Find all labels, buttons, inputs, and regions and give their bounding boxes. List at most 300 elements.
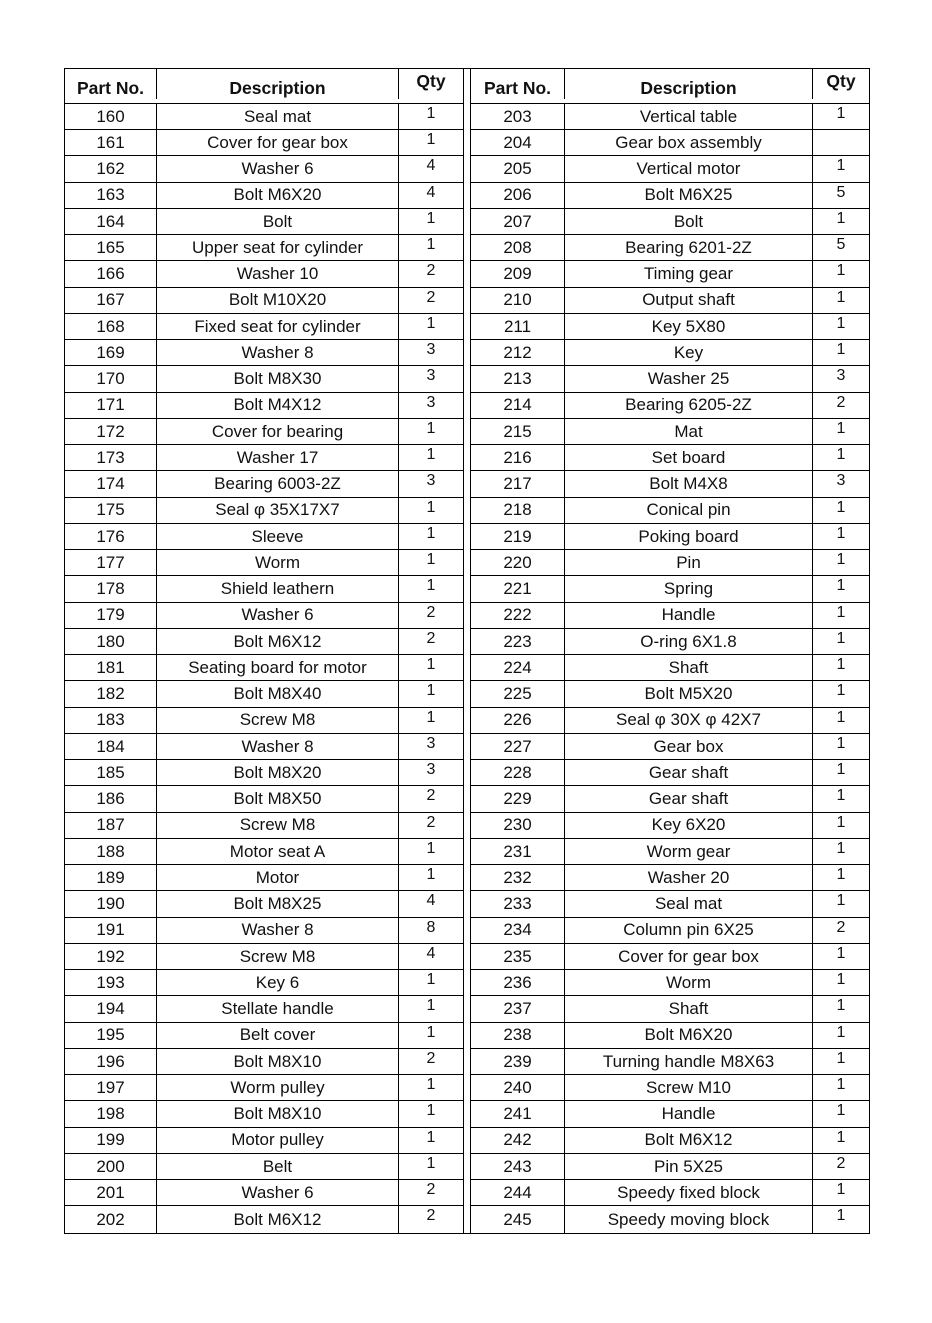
part-number-cell: 210: [471, 288, 565, 313]
table-row: [471, 1049, 869, 1075]
table-row: [471, 944, 869, 970]
qty-cell: 3: [426, 761, 436, 779]
part-number-cell: 185: [65, 760, 157, 785]
description-cell: Mat: [565, 419, 813, 444]
qty-cell: 1: [426, 708, 436, 726]
part-number-cell: 186: [65, 786, 157, 811]
part-number-cell: 205: [471, 156, 565, 181]
table-row: [65, 393, 463, 419]
part-number-cell: 200: [65, 1154, 157, 1179]
part-number-cell: 189: [65, 865, 157, 890]
qty-cell: 1: [426, 314, 436, 332]
description-cell: Bolt: [565, 209, 813, 234]
qty-cell: 1: [836, 787, 846, 805]
qty-cell: 1: [836, 997, 846, 1015]
description-cell: Bolt M8X20: [157, 760, 399, 785]
table-row: [471, 393, 869, 419]
description-cell: Bolt M8X10: [157, 1049, 399, 1074]
part-number-cell: 178: [65, 576, 157, 601]
table-row: [65, 865, 463, 891]
header-qty: Qty: [416, 71, 446, 91]
table-row: [65, 261, 463, 287]
description-cell: Bearing 6205-2Z: [565, 393, 813, 418]
part-number-cell: 230: [471, 813, 565, 838]
description-cell: Turning handle M8X63: [565, 1049, 813, 1074]
part-number-cell: 214: [471, 393, 565, 418]
table-row: [471, 813, 869, 839]
qty-cell: 1: [836, 629, 846, 647]
part-number-cell: 238: [471, 1023, 565, 1048]
table-row: [65, 471, 463, 497]
table-row: [471, 1206, 869, 1232]
table-row: [471, 550, 869, 576]
qty-cell: 1: [426, 1023, 436, 1041]
qty-cell: 2: [426, 288, 436, 306]
part-number-cell: 196: [65, 1049, 157, 1074]
header-description: Description: [157, 69, 399, 99]
description-cell: Sleeve: [157, 524, 399, 549]
description-cell: Key 5X80: [565, 314, 813, 339]
table-row: [471, 209, 869, 235]
description-cell: Handle: [565, 1101, 813, 1126]
description-cell: Washer 8: [157, 918, 399, 943]
table-row: [471, 839, 869, 865]
part-number-cell: 198: [65, 1101, 157, 1126]
description-cell: Worm gear: [565, 839, 813, 864]
part-number-cell: 231: [471, 839, 565, 864]
part-number-cell: 208: [471, 235, 565, 260]
part-number-cell: 169: [65, 340, 157, 365]
description-cell: Set board: [565, 445, 813, 470]
part-number-cell: 217: [471, 471, 565, 496]
qty-cell: 2: [836, 1154, 846, 1172]
description-cell: Shaft: [565, 655, 813, 680]
qty-cell: 1: [836, 524, 846, 542]
table-row: [65, 603, 463, 629]
table-row: [65, 629, 463, 655]
qty-cell: 1: [426, 131, 436, 149]
description-cell: Bolt M6X12: [157, 1206, 399, 1232]
part-number-cell: 179: [65, 603, 157, 628]
description-cell: Washer 10: [157, 261, 399, 286]
part-number-cell: 176: [65, 524, 157, 549]
description-cell: Bolt: [157, 209, 399, 234]
part-number-cell: 197: [65, 1075, 157, 1100]
qty-cell: 1: [426, 997, 436, 1015]
table-row: [471, 629, 869, 655]
description-cell: Worm: [157, 550, 399, 575]
part-number-cell: 195: [65, 1023, 157, 1048]
header-part-no: Part No.: [471, 69, 565, 99]
qty-cell: 2: [426, 262, 436, 280]
part-number-cell: 175: [65, 498, 157, 523]
part-number-cell: 206: [471, 183, 565, 208]
parts-table-left: [65, 69, 463, 1233]
qty-cell: 3: [426, 734, 436, 752]
description-cell: Bolt M4X8: [565, 471, 813, 496]
description-cell: Washer 8: [157, 734, 399, 759]
qty-cell: 1: [836, 157, 846, 175]
part-number-cell: 225: [471, 681, 565, 706]
part-number-cell: 174: [65, 471, 157, 496]
table-row: [471, 524, 869, 550]
qty-cell: 2: [426, 1181, 436, 1199]
qty-cell: 1: [836, 104, 846, 122]
description-cell: Seating board for motor: [157, 655, 399, 680]
part-number-cell: 177: [65, 550, 157, 575]
table-row: [65, 918, 463, 944]
qty-cell: 1: [836, 341, 846, 359]
table-row: [65, 681, 463, 707]
part-number-cell: 170: [65, 366, 157, 391]
table-row: [471, 996, 869, 1022]
table-row: [65, 1206, 463, 1232]
qty-cell: 1: [426, 839, 436, 857]
qty-cell: 3: [836, 472, 846, 490]
qty-cell: 1: [426, 551, 436, 569]
table-row: [471, 786, 869, 812]
qty-cell: 1: [836, 603, 846, 621]
qty-cell: 1: [836, 866, 846, 884]
table-row: [65, 288, 463, 314]
part-number-cell: 234: [471, 918, 565, 943]
table-row: [471, 366, 869, 392]
qty-cell: 1: [836, 944, 846, 962]
table-row: [471, 891, 869, 917]
qty-cell: 1: [836, 971, 846, 989]
description-cell: Bolt M8X30: [157, 366, 399, 391]
description-cell: Speedy moving block: [565, 1206, 813, 1232]
description-cell: Washer 20: [565, 865, 813, 890]
description-cell: Bolt M6X20: [157, 183, 399, 208]
part-number-cell: 171: [65, 393, 157, 418]
qty-cell: 1: [836, 209, 846, 227]
qty-cell: 1: [426, 446, 436, 464]
description-cell: Motor seat A: [157, 839, 399, 864]
table-row: [65, 156, 463, 182]
table-row: [471, 1180, 869, 1206]
table-row: [65, 366, 463, 392]
part-number-cell: 245: [471, 1206, 565, 1232]
description-cell: Bolt M5X20: [565, 681, 813, 706]
part-number-cell: 227: [471, 734, 565, 759]
description-cell: Belt: [157, 1154, 399, 1179]
table-row: [471, 970, 869, 996]
description-cell: Pin: [565, 550, 813, 575]
table-row: [65, 1049, 463, 1075]
part-number-cell: 224: [471, 655, 565, 680]
description-cell: Bolt M6X20: [565, 1023, 813, 1048]
qty-cell: 1: [836, 813, 846, 831]
qty-cell: 1: [426, 1102, 436, 1120]
description-cell: Vertical table: [565, 104, 813, 129]
qty-cell: 1: [426, 419, 436, 437]
table-row: [65, 708, 463, 734]
part-number-cell: 182: [65, 681, 157, 706]
part-number-cell: 239: [471, 1049, 565, 1074]
qty-cell: 2: [426, 1049, 436, 1067]
column-divider: [463, 69, 471, 1233]
part-number-cell: 164: [65, 209, 157, 234]
description-cell: Output shaft: [565, 288, 813, 313]
qty-cell: 1: [836, 839, 846, 857]
part-number-cell: 242: [471, 1128, 565, 1153]
qty-cell: 1: [836, 314, 846, 332]
part-number-cell: 187: [65, 813, 157, 838]
part-number-cell: 216: [471, 445, 565, 470]
part-number-cell: 184: [65, 734, 157, 759]
qty-cell: 1: [426, 236, 436, 254]
parts-list-table: [64, 68, 870, 1234]
part-number-cell: 229: [471, 786, 565, 811]
table-row: [65, 183, 463, 209]
qty-cell: 2: [426, 787, 436, 805]
part-number-cell: 188: [65, 839, 157, 864]
table-row: [65, 550, 463, 576]
table-row: [471, 1101, 869, 1127]
table-row: [471, 681, 869, 707]
description-cell: Bearing 6003-2Z: [157, 471, 399, 496]
qty-cell: 1: [836, 892, 846, 910]
qty-cell: 1: [836, 1207, 846, 1225]
part-number-cell: 190: [65, 891, 157, 916]
table-row: [471, 104, 869, 130]
description-cell: Bolt M10X20: [157, 288, 399, 313]
qty-cell: 3: [426, 393, 436, 411]
part-number-cell: 243: [471, 1154, 565, 1179]
qty-cell: 1: [836, 1181, 846, 1199]
qty-cell: 1: [836, 1076, 846, 1094]
part-number-cell: 218: [471, 498, 565, 523]
part-number-cell: 173: [65, 445, 157, 470]
table-row: [65, 1154, 463, 1180]
part-number-cell: 203: [471, 104, 565, 129]
description-cell: Vertical motor: [565, 156, 813, 181]
table-row: [471, 130, 869, 156]
description-cell: Seal φ 30X φ 42X7: [565, 708, 813, 733]
part-number-cell: 163: [65, 183, 157, 208]
table-row: [65, 891, 463, 917]
qty-cell: 4: [426, 892, 436, 910]
description-cell: Key 6X20: [565, 813, 813, 838]
description-cell: Bolt M8X25: [157, 891, 399, 916]
description-cell: Washer 25: [565, 366, 813, 391]
part-number-cell: 236: [471, 970, 565, 995]
qty-cell: 2: [426, 813, 436, 831]
qty-cell: 2: [426, 603, 436, 621]
description-cell: Bearing 6201-2Z: [565, 235, 813, 260]
header-part-no: Part No.: [65, 69, 157, 99]
part-number-cell: 168: [65, 314, 157, 339]
part-number-cell: 180: [65, 629, 157, 654]
description-cell: Bolt M6X12: [157, 629, 399, 654]
qty-cell: 1: [836, 1049, 846, 1067]
qty-cell: 1: [836, 577, 846, 595]
table-row: [471, 261, 869, 287]
part-number-cell: 211: [471, 314, 565, 339]
description-cell: Worm pulley: [157, 1075, 399, 1100]
description-cell: Bolt M8X10: [157, 1101, 399, 1126]
qty-cell: 5: [836, 236, 846, 254]
table-row: [471, 183, 869, 209]
qty-cell: 1: [836, 761, 846, 779]
description-cell: Key 6: [157, 970, 399, 995]
table-row: [65, 314, 463, 340]
table-row: [471, 918, 869, 944]
table-row: [65, 839, 463, 865]
part-number-cell: 181: [65, 655, 157, 680]
qty-cell: 1: [836, 1128, 846, 1146]
table-row: [65, 760, 463, 786]
qty-cell: 1: [426, 577, 436, 595]
qty-cell: 1: [836, 1023, 846, 1041]
part-number-cell: 233: [471, 891, 565, 916]
qty-cell: 1: [836, 419, 846, 437]
qty-cell: 1: [836, 1102, 846, 1120]
table-row: [65, 576, 463, 602]
part-number-cell: 172: [65, 419, 157, 444]
header-qty: Qty: [826, 71, 856, 91]
part-number-cell: 219: [471, 524, 565, 549]
part-number-cell: 237: [471, 996, 565, 1021]
qty-cell: 1: [426, 104, 436, 122]
table-row: [471, 288, 869, 314]
table-row: [471, 471, 869, 497]
description-cell: Gear box assembly: [565, 130, 813, 155]
part-number-cell: 201: [65, 1180, 157, 1205]
description-cell: Timing gear: [565, 261, 813, 286]
qty-cell: 1: [836, 262, 846, 280]
description-cell: Shaft: [565, 996, 813, 1021]
description-cell: Seal mat: [565, 891, 813, 916]
description-cell: Washer 6: [157, 1180, 399, 1205]
part-number-cell: 221: [471, 576, 565, 601]
description-cell: Seal mat: [157, 104, 399, 129]
qty-cell: 1: [836, 734, 846, 752]
qty-cell: 1: [426, 1076, 436, 1094]
table-row: [471, 156, 869, 182]
part-number-cell: 166: [65, 261, 157, 286]
part-number-cell: 183: [65, 708, 157, 733]
description-cell: Pin 5X25: [565, 1154, 813, 1179]
part-number-cell: 204: [471, 130, 565, 155]
qty-cell: 1: [836, 551, 846, 569]
table-row: [65, 1180, 463, 1206]
table-row: [65, 104, 463, 130]
description-cell: Screw M10: [565, 1075, 813, 1100]
table-row: [471, 865, 869, 891]
description-cell: Key: [565, 340, 813, 365]
table-row: [65, 944, 463, 970]
table-row: [471, 340, 869, 366]
header-description: Description: [565, 69, 813, 99]
table-row: [65, 340, 463, 366]
part-number-cell: 160: [65, 104, 157, 129]
table-row: [65, 970, 463, 996]
description-cell: Seal φ 35X17X7: [157, 498, 399, 523]
qty-cell: 8: [426, 918, 436, 936]
description-cell: Washer 8: [157, 340, 399, 365]
table-row: [471, 1023, 869, 1049]
table-row: [65, 445, 463, 471]
part-number-cell: 161: [65, 130, 157, 155]
part-number-cell: 199: [65, 1128, 157, 1153]
table-row: [65, 419, 463, 445]
table-row: [471, 576, 869, 602]
table-row: [471, 419, 869, 445]
qty-cell: 3: [426, 341, 436, 359]
part-number-cell: 235: [471, 944, 565, 969]
description-cell: Screw M8: [157, 708, 399, 733]
table-row: [65, 524, 463, 550]
table-row: [471, 1075, 869, 1101]
description-cell: Screw M8: [157, 813, 399, 838]
qty-cell: 1: [836, 446, 846, 464]
part-number-cell: 244: [471, 1180, 565, 1205]
description-cell: Stellate handle: [157, 996, 399, 1021]
part-number-cell: 193: [65, 970, 157, 995]
qty-cell: 1: [426, 209, 436, 227]
part-number-cell: 194: [65, 996, 157, 1021]
description-cell: Worm: [565, 970, 813, 995]
table-row: [471, 760, 869, 786]
description-cell: Gear box: [565, 734, 813, 759]
description-cell: O-ring 6X1.8: [565, 629, 813, 654]
part-number-cell: 212: [471, 340, 565, 365]
part-number-cell: 232: [471, 865, 565, 890]
description-cell: Washer 17: [157, 445, 399, 470]
table-row: [471, 1154, 869, 1180]
part-number-cell: 167: [65, 288, 157, 313]
description-cell: Washer 6: [157, 603, 399, 628]
qty-cell: 3: [426, 472, 436, 490]
qty-cell: 2: [426, 1207, 436, 1225]
description-cell: Speedy fixed block: [565, 1180, 813, 1205]
description-cell: Belt cover: [157, 1023, 399, 1048]
qty-cell: 1: [426, 1128, 436, 1146]
qty-cell: 1: [836, 708, 846, 726]
qty-cell: 1: [426, 1154, 436, 1172]
qty-cell: [813, 130, 869, 155]
parts-table-right: [471, 69, 869, 1233]
qty-cell: 1: [836, 656, 846, 674]
table-row: [65, 498, 463, 524]
description-cell: Washer 6: [157, 156, 399, 181]
description-cell: Poking board: [565, 524, 813, 549]
part-number-cell: 223: [471, 629, 565, 654]
description-cell: Cover for gear box: [565, 944, 813, 969]
part-number-cell: 202: [65, 1206, 157, 1232]
qty-cell: 4: [426, 944, 436, 962]
description-cell: Upper seat for cylinder: [157, 235, 399, 260]
description-cell: Motor: [157, 865, 399, 890]
table-row: [65, 209, 463, 235]
part-number-cell: 207: [471, 209, 565, 234]
part-number-cell: 215: [471, 419, 565, 444]
qty-cell: 5: [836, 183, 846, 201]
description-cell: Bolt M6X25: [565, 183, 813, 208]
table-row: [471, 235, 869, 261]
qty-cell: 1: [426, 682, 436, 700]
table-header-row: [471, 69, 869, 104]
table-row: [471, 655, 869, 681]
table-row: [471, 708, 869, 734]
qty-cell: 1: [426, 971, 436, 989]
part-number-cell: 222: [471, 603, 565, 628]
table-row: [65, 1023, 463, 1049]
part-number-cell: 191: [65, 918, 157, 943]
table-row: [65, 235, 463, 261]
